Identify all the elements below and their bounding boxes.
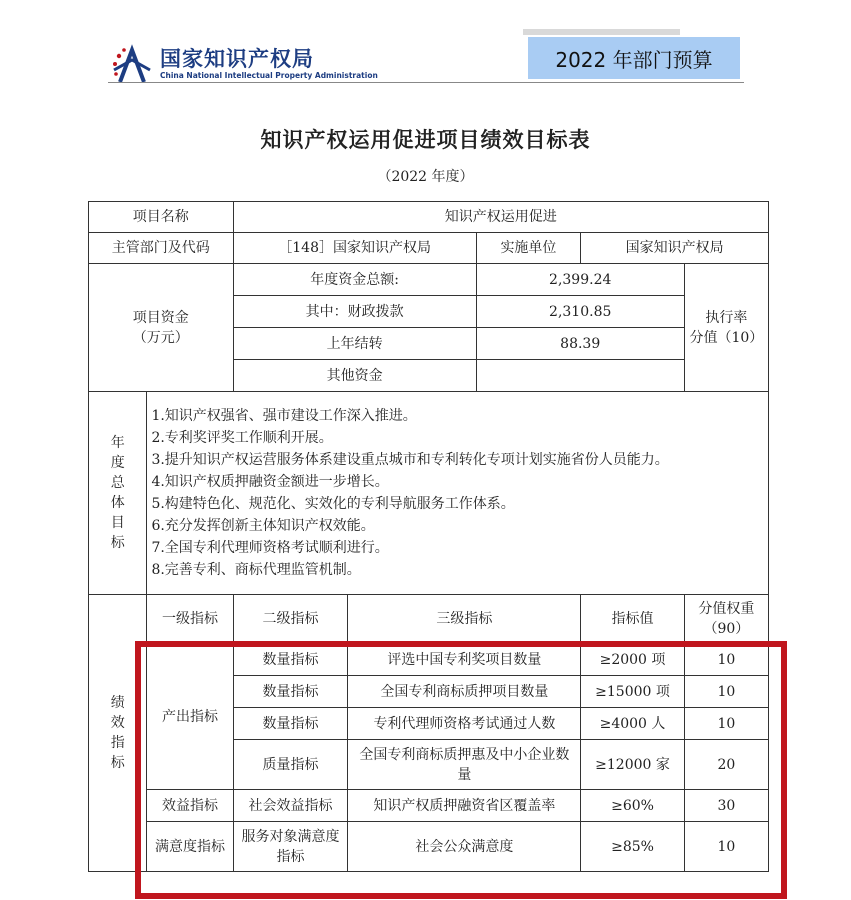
indicator-row — [89, 790, 769, 822]
header-weight: 分值权重（90） — [684, 595, 768, 644]
indicator-level2: 数量指标 — [233, 708, 348, 740]
goal-item: 7.全国专利代理师资格考试顺利进行。 — [151, 540, 389, 556]
funds-row-label: 其他资金 — [233, 360, 476, 392]
funds-row-label: 上年结转 — [233, 328, 476, 360]
indicator-level3: 全国专利商标质押项目数量 — [348, 676, 581, 708]
goal-item: 6.充分发挥创新主体知识产权效能。 — [151, 518, 375, 534]
goal-item: 2.专利奖评奖工作顺利开展。 — [151, 430, 333, 446]
cnipa-logo — [110, 44, 378, 84]
funds-label — [89, 264, 234, 392]
goals-label-char: 总 — [110, 475, 125, 491]
indicator-level2: 质量指标 — [233, 740, 348, 790]
funds-row-value: 88.39 — [476, 328, 684, 360]
indicator-level3: 知识产权质押融资省区覆盖率 — [348, 790, 581, 822]
funds-row-value: 2,399.24 — [476, 264, 684, 296]
header-value: 指标值 — [581, 595, 685, 644]
indicator-weight: 20 — [684, 740, 768, 790]
indicators-label-char: 指 — [110, 735, 125, 751]
goals-label-char: 目 — [110, 515, 125, 531]
badge-shadow — [523, 29, 680, 35]
funds-row-value — [476, 360, 684, 392]
indicator-weight: 10 — [684, 822, 768, 872]
goals-label-char: 标 — [110, 535, 125, 551]
indicator-value: ≥4000 人 — [581, 708, 685, 740]
indicator-value: ≥12000 家 — [581, 740, 685, 790]
indicator-value: ≥2000 项 — [581, 644, 685, 676]
indicator-row — [89, 822, 769, 872]
header-level2: 二级指标 — [233, 595, 348, 644]
funds-row-label: 年度资金总额: — [233, 264, 476, 296]
org-name-en: China National Intellectual Property Administration — [160, 71, 378, 80]
indicator-weight: 10 — [684, 644, 768, 676]
implementer-label: 实施单位 — [476, 233, 581, 264]
indicator-weight: 10 — [684, 708, 768, 740]
goals-label-char: 度 — [110, 455, 125, 471]
goal-item: 5.构建特色化、规范化、实效化的专利导航服务工作体系。 — [151, 496, 515, 512]
project-name-value: 知识产权运用促进 — [233, 202, 768, 233]
performance-indicators-label — [89, 595, 147, 872]
cnipa-emblem-icon — [110, 44, 154, 84]
funds-row — [89, 264, 769, 296]
execution-rate-label: 执行率 — [705, 309, 748, 326]
goal-item: 3.提升知识产权运营服务体系建设重点城市和专利转化专项计划实施省份人员能力。 — [151, 452, 669, 468]
header-divider — [108, 82, 744, 83]
funds-row-value: 2,310.85 — [476, 296, 684, 328]
indicator-level2: 社会效益指标 — [233, 790, 348, 822]
budget-badge: 2022 年部门预算 — [528, 37, 740, 79]
indicator-level3: 社会公众满意度 — [348, 822, 581, 872]
output-indicator-label: 产出指标 — [147, 644, 233, 790]
goal-item: 4.知识产权质押融资金额进一步增长。 — [151, 474, 389, 490]
project-name-row — [89, 202, 769, 233]
department-row — [89, 233, 769, 264]
satisfaction-indicator-label: 满意度指标 — [147, 822, 233, 872]
execution-rate-score: 分值（10） — [689, 329, 764, 346]
indicator-level3: 评选中国专利奖项目数量 — [348, 644, 581, 676]
funds-label-text: 项目资金 — [132, 309, 189, 326]
goal-item: 8.完善专利、商标代理监管机制。 — [151, 562, 361, 578]
indicators-label-char: 标 — [110, 755, 125, 771]
indicator-level2: 数量指标 — [233, 676, 348, 708]
indicator-header-row — [89, 595, 769, 644]
funds-unit-text: （万元） — [132, 329, 189, 346]
project-name-label: 项目名称 — [89, 202, 234, 233]
goals-label-char: 体 — [110, 495, 125, 511]
indicator-weight: 10 — [684, 676, 768, 708]
page-title: 知识产权运用促进项目绩效目标表 — [260, 128, 591, 152]
funds-row-label: 其中：财政拨款 — [233, 296, 476, 328]
annual-goals-row — [89, 392, 769, 595]
goal-item: 1.知识产权强省、强市建设工作深入推进。 — [151, 408, 417, 424]
annual-goals-list — [147, 392, 769, 595]
indicator-value: ≥85% — [581, 822, 685, 872]
indicator-level2: 数量指标 — [233, 644, 348, 676]
indicator-value: ≥15000 项 — [581, 676, 685, 708]
execution-rate-cell — [684, 264, 768, 392]
implementer-value: 国家知识产权局 — [581, 233, 769, 264]
indicator-level3: 专利代理师资格考试通过人数 — [348, 708, 581, 740]
indicator-weight: 30 — [684, 790, 768, 822]
department-label: 主管部门及代码 — [89, 233, 234, 264]
indicator-row — [89, 644, 769, 676]
indicators-label-char: 效 — [110, 715, 125, 731]
indicator-level3: 全国专利商标质押惠及中小企业数量 — [348, 740, 581, 790]
org-name-cn: 国家知识产权局 — [160, 47, 314, 71]
header-level3: 三级指标 — [348, 595, 581, 644]
indicator-value: ≥60% — [581, 790, 685, 822]
header-level1: 一级指标 — [147, 595, 233, 644]
annual-goals-label — [89, 392, 147, 595]
performance-table — [88, 201, 769, 872]
indicators-label-char: 绩 — [110, 695, 125, 711]
department-value: ［148］国家知识产权局 — [233, 233, 476, 264]
benefit-indicator-label: 效益指标 — [147, 790, 233, 822]
goals-label-char: 年 — [110, 435, 125, 451]
page-subtitle: （2022 年度） — [377, 169, 474, 185]
indicator-level2: 服务对象满意度指标 — [233, 822, 348, 872]
